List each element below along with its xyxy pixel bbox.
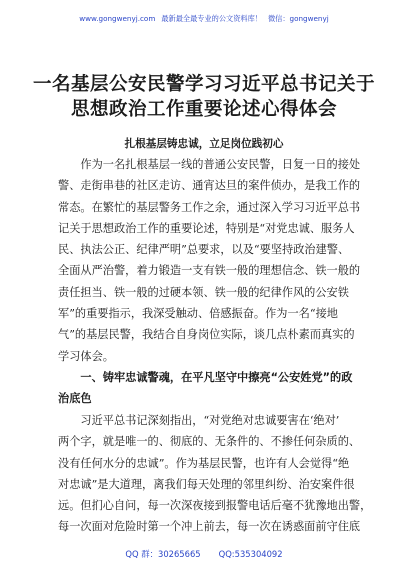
text-line: 习近平总书记深刻指出，“对党绝对忠诚要害在‘绝对’ <box>58 414 340 427</box>
title-line-2: 思想政治工作重要论述心得体会 <box>70 99 337 120</box>
text-line: 气”的基层民警，我结合自身岗位实际，谈几点朴素而真实的 <box>58 328 355 342</box>
wechat-id: 微信：gongwenyj <box>267 14 329 23</box>
text-line: 两个字，就是唯一的、彻底的、无条件的、不掺任何杂质的、 <box>58 435 361 449</box>
text-line: 民、执法公正、纪律严明”总要求，以及“要坚持政治建警、 <box>58 243 350 257</box>
qq-number: QQ:535304092 <box>218 549 283 559</box>
text-line: 作为一名扎根基层一线的普通公安民警，日复一日的接处 <box>58 158 361 171</box>
text-line: 责任担当、铁一般的过硬本领、铁一般的纪律作风的公安铁 <box>58 285 349 299</box>
intro-paragraph-end <box>58 346 358 367</box>
title-line-1: 一名基层公安民警学习习近平总书记关于 <box>32 74 375 95</box>
document-title <box>0 72 408 122</box>
text-line: 警、走街串巷的社区走访、通宵达旦的案件侦办，是我工作的 <box>58 179 361 193</box>
text-line: 对忠诚”是大道理，离我们每天处理的邻里纠纷、治安案件很 <box>58 477 355 491</box>
text-line: 每一次面对危险时第一个冲上前去，每一次在诱惑面前守住底 <box>58 520 361 534</box>
section-1-body <box>58 410 372 538</box>
text-line: 全面从严治警，着力锻造一支有铁一般的理想信念、铁一般的 <box>58 264 361 278</box>
site-url[interactable]: www.gongwenyj.com <box>79 14 156 23</box>
text-line: 学习体会。 <box>58 350 114 363</box>
text-line: 没有任何水分的忠诚”。作为基层民警，也许有人会觉得“绝 <box>58 456 350 470</box>
heading-line: 治底色 <box>58 392 92 406</box>
intro-paragraph <box>58 154 361 346</box>
text-line: 军”的重要指示，我深受触动、倍感振奋。作为一名“接地 <box>58 307 338 321</box>
heading-line: 一、铸牢忠诚警魂，在平凡坚守中擦亮“公安姓党”的政 <box>58 371 353 384</box>
page-footer <box>0 548 408 560</box>
page-header <box>0 14 408 24</box>
header-tagline: 最新最全最专业的公文资料库！ <box>161 14 262 23</box>
document-subtitle: 扎根基层铸忠诚，立足岗位践初心 <box>124 138 284 150</box>
text-line: 远。但扪心自问，每一次深夜接到报警电话后毫不犹豫地出警， <box>58 499 372 513</box>
section-1-heading <box>58 367 358 410</box>
text-line: 常态。在繁忙的基层警务工作之余，通过深入学习习近平总书 <box>58 200 361 214</box>
qq-group: QQ 群：30265665 <box>125 549 201 559</box>
text-line: 记关于思想政治工作的重要论述，特别是“对党忠诚、服务人 <box>58 221 355 235</box>
